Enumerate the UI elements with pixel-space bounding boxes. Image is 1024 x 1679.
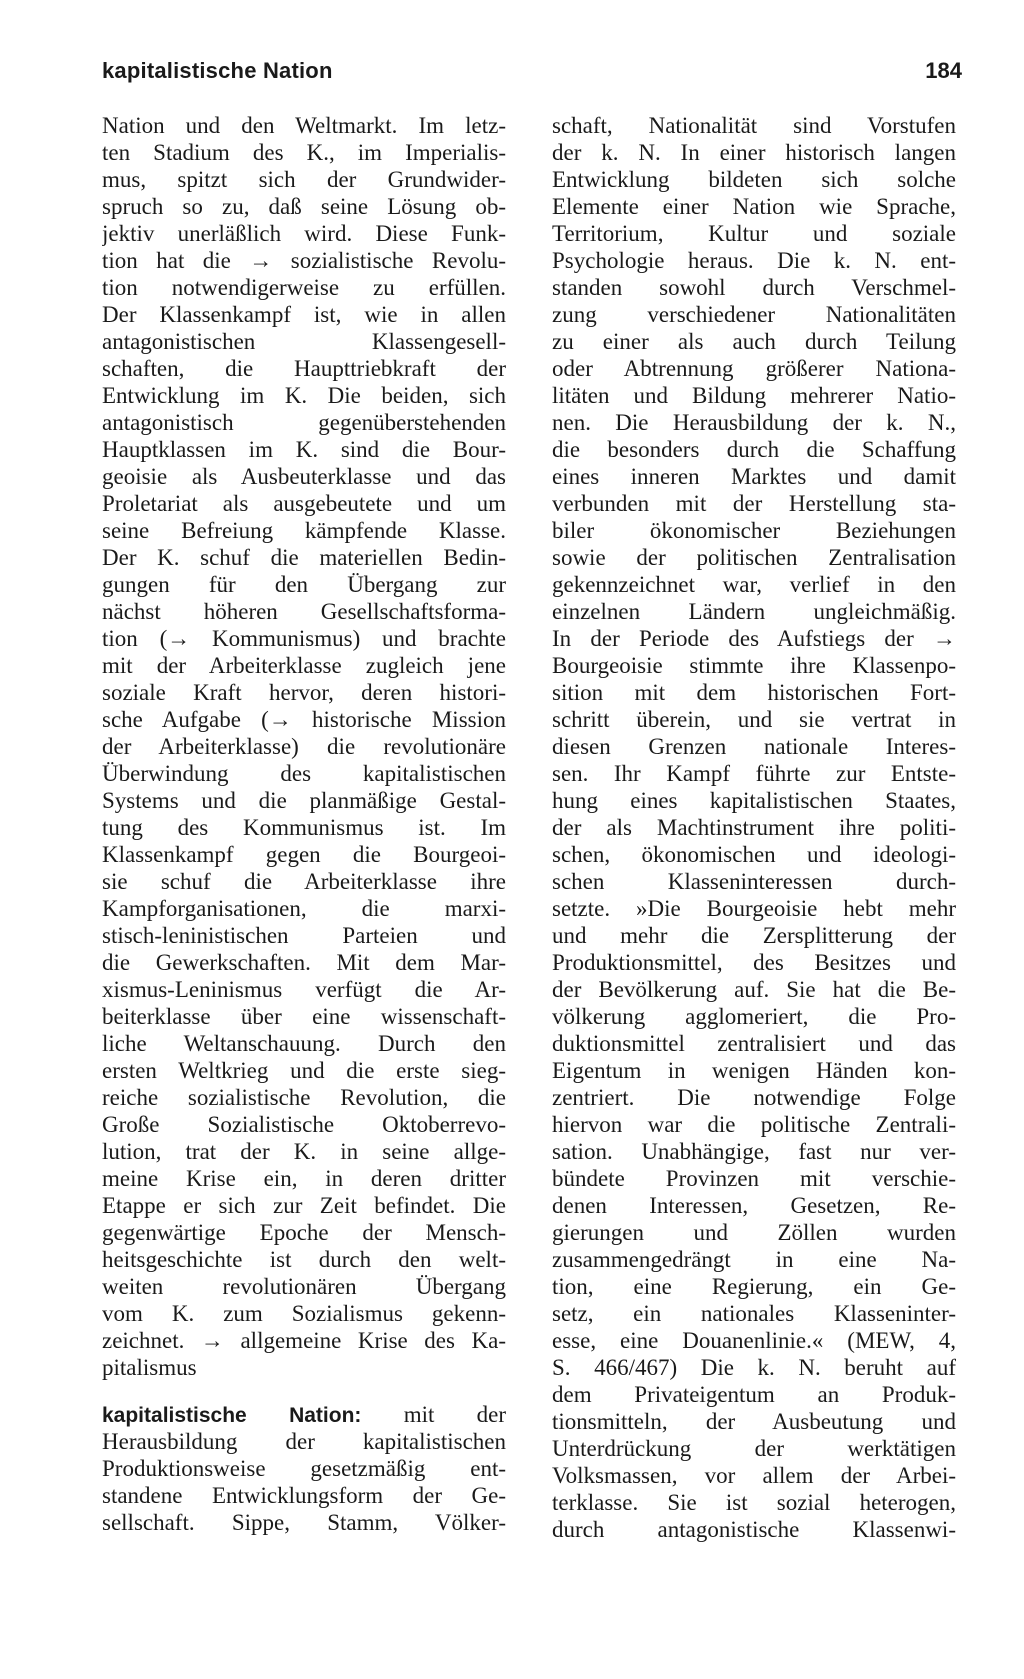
text-line: Systems und die planmäßige Gestal-: [102, 788, 506, 813]
text-line: Eigentum in wenigen Händen kon-: [552, 1058, 956, 1083]
text-line: sie schuf die Arbeiterklasse ihre: [102, 869, 506, 894]
text-line: zentriert. Die notwendige Folge: [552, 1085, 956, 1110]
text-line: zu einer als auch durch Teilung: [552, 329, 956, 354]
text-line: die Gewerkschaften. Mit dem Mar-: [102, 950, 506, 975]
entry-first-line: [102, 1401, 506, 1428]
text-line: sche Aufgabe (→ historische Mission: [102, 707, 506, 732]
text-line: Bourgeoisie stimmte ihre Klassenpo-: [552, 653, 956, 678]
text-line: der als Machtinstrument ihre politi-: [552, 815, 956, 840]
text-line: seine Befreiung kämpfende Klasse.: [102, 518, 506, 543]
text-line: der Bevölkerung auf. Sie hat die Be-: [552, 977, 956, 1002]
text-line: Proletariat als ausgebeutete und um: [102, 491, 506, 516]
text-line: Herausbildung der kapitalistischen: [102, 1429, 506, 1454]
text-line: Etappe er sich zur Zeit befindet. Die: [102, 1193, 506, 1218]
text-line: Große Sozialistische Oktoberrevo-: [102, 1112, 506, 1137]
text-line: der k. N. In einer historisch langen: [552, 140, 956, 165]
text-line: antagonistischen Klassengesell-: [102, 329, 506, 354]
text-line: sowie der politischen Zentralisation: [552, 545, 956, 570]
text-line: Hauptklassen im K. sind die Bour-: [102, 437, 506, 462]
text-line: tion notwendigerweise zu erfüllen.: [102, 275, 506, 300]
text-line: sation. Unabhängige, fast nur ver-: [552, 1139, 956, 1164]
text-line: Entwicklung im K. Die beiden, sich: [102, 383, 506, 408]
text-line: tion hat die → sozialistische Revolu-: [102, 248, 506, 273]
text-line: mit der Arbeiterklasse zugleich jene: [102, 653, 506, 678]
text-line: liche Weltanschauung. Durch den: [102, 1031, 506, 1056]
running-head: kapitalistische Nation: [102, 58, 333, 83]
text-line: nächst höheren Gesellschaftsforma-: [102, 599, 506, 624]
text-line: tung des Kommunismus ist. Im: [102, 815, 506, 840]
text-line: Nation und den Weltmarkt. Im letz-: [102, 113, 506, 138]
text-line: Kampforganisationen, die marxi-: [102, 896, 506, 921]
text-line: geoisie als Ausbeuterklasse und das: [102, 464, 506, 489]
text-line: zusammengedrängt in eine Na-: [552, 1247, 956, 1272]
text-line: der Arbeiterklasse) die revolutionäre: [102, 734, 506, 759]
text-line: reiche sozialistische Revolution, die: [102, 1085, 506, 1110]
page-number: 184: [925, 58, 962, 83]
text-line: Überwindung des kapitalistischen: [102, 761, 506, 786]
text-line: zung verschiedener Nationalitäten: [552, 302, 956, 327]
text-line: Produktionsmittel, des Besitzes und: [552, 950, 956, 975]
text-line: gierungen und Zöllen wurden: [552, 1220, 956, 1245]
text-line: Psychologie heraus. Die k. N. ent-: [552, 248, 956, 273]
text-line: biler ökonomischer Beziehungen: [552, 518, 956, 543]
text-line: antagonistisch gegenüberstehenden: [102, 410, 506, 435]
text-line: hiervon war die politische Zentrali-: [552, 1112, 956, 1137]
text-line: schen Klasseninteressen durch-: [552, 869, 956, 894]
text-line: sellschaft. Sippe, Stamm, Völker-: [102, 1510, 506, 1535]
text-line: bündete Provinzen mit verschie-: [552, 1166, 956, 1191]
text-line: S. 466/467) Die k. N. beruht auf: [552, 1355, 956, 1380]
text-line: beiterklasse über eine wissenschaft-: [102, 1004, 506, 1029]
text-line: Elemente einer Nation wie Sprache,: [552, 194, 956, 219]
text-line: hung eines kapitalistischen Staates,: [552, 788, 956, 813]
text-line: schen, ökonomischen und ideologi-: [552, 842, 956, 867]
text-line: setz, ein nationales Klasseninter-: [552, 1301, 956, 1326]
text-line: einzelnen Ländern ungleichmäßig.: [552, 599, 956, 624]
text-line: Klassenkampf gegen die Bourgeoi-: [102, 842, 506, 867]
text-line: vom K. zum Sozialismus gekenn-: [102, 1301, 506, 1326]
text-line: gekennzeichnet war, verlief in den: [552, 572, 956, 597]
text-line: zeichnet. → allgemeine Krise des Ka-: [102, 1328, 506, 1353]
text-line: oder Abtrennung größerer Nationa-: [552, 356, 956, 381]
text-line: jektiv unerläßlich wird. Diese Funk-: [102, 221, 506, 246]
text-line: heitsgeschichte ist durch den welt-: [102, 1247, 506, 1272]
entry-text: mit der: [403, 1402, 506, 1427]
text-line: tionsmitteln, der Ausbeutung und: [552, 1409, 956, 1434]
text-line: Produktionsweise gesetzmäßig ent-: [102, 1456, 506, 1481]
text-line: gungen für den Übergang zur: [102, 572, 506, 597]
text-line: terklasse. Sie ist sozial heterogen,: [552, 1490, 956, 1515]
text-line: dem Privateigentum an Produk-: [552, 1382, 956, 1407]
text-line: gegenwärtige Epoche der Mensch-: [102, 1220, 506, 1245]
text-line: tion (→ Kommunismus) und brachte: [102, 626, 506, 651]
text-line: Volksmassen, vor allem der Arbei-: [552, 1463, 956, 1488]
text-line: diesen Grenzen nationale Interes-: [552, 734, 956, 759]
text-line: Unterdrückung der werktätigen: [552, 1436, 956, 1461]
text-line: ersten Weltkrieg und die erste sieg-: [102, 1058, 506, 1083]
text-line: litäten und Bildung mehrerer Natio-: [552, 383, 956, 408]
text-line: lution, trat der K. in seine allge-: [102, 1139, 506, 1164]
text-line: tion, eine Regierung, ein Ge-: [552, 1274, 956, 1299]
text-line: standen sowohl durch Verschmel-: [552, 275, 956, 300]
text-line: standene Entwicklungsform der Ge-: [102, 1483, 506, 1508]
text-line: ten Stadium des K., im Imperialis-: [102, 140, 506, 165]
text-line: Der K. schuf die materiellen Bedin-: [102, 545, 506, 570]
text-line: denen Interessen, Gesetzen, Re-: [552, 1193, 956, 1218]
text-line: schaft, Nationalität sind Vorstufen: [552, 113, 956, 138]
text-line: verbunden mit der Herstellung sta-: [552, 491, 956, 516]
text-line: die besonders durch die Schaffung: [552, 437, 956, 462]
text-line: xismus-Leninismus verfügt die Ar-: [102, 977, 506, 1002]
text-line: spruch so zu, daß seine Lösung ob-: [102, 194, 506, 219]
text-line: esse, eine Douanenlinie.« (MEW, 4,: [552, 1328, 956, 1353]
text-line: duktionsmittel zentralisiert und das: [552, 1031, 956, 1056]
text-line: durch antagonistische Klassenwi-: [552, 1517, 956, 1542]
text-line: schritt überein, und sie vertrat in: [552, 707, 956, 732]
text-line: schaften, die Haupttriebkraft der: [102, 356, 506, 381]
text-line: eines inneren Marktes und damit: [552, 464, 956, 489]
page-header: [102, 58, 962, 92]
entry-separator: [102, 1381, 506, 1401]
text-line: soziale Kraft hervor, deren histori-: [102, 680, 506, 705]
text-line: weiten revolutionären Übergang: [102, 1274, 506, 1299]
text-line: mus, spitzt sich der Grundwider-: [102, 167, 506, 192]
entry-term: kapitalistische Nation:: [102, 1404, 362, 1427]
text-line: stisch-leninistischen Parteien und: [102, 923, 506, 948]
text-line: meine Krise ein, in deren dritter: [102, 1166, 506, 1191]
text-line: Entwicklung bildeten sich solche: [552, 167, 956, 192]
text-line: Territorium, Kultur und soziale: [552, 221, 956, 246]
text-line: und mehr die Zersplitterung der: [552, 923, 956, 948]
text-line: setzte. »Die Bourgeoisie hebt mehr: [552, 896, 956, 921]
text-line: nen. Die Herausbildung der k. N.,: [552, 410, 956, 435]
text-line: sen. Ihr Kampf führte zur Entste-: [552, 761, 956, 786]
right-column: [552, 112, 956, 1543]
text-line: pitalismus: [102, 1355, 197, 1380]
text-line: In der Periode des Aufstiegs der →: [552, 626, 956, 651]
left-column: [102, 112, 506, 1536]
text-line: sition mit dem historischen Fort-: [552, 680, 956, 705]
text-line: Der Klassenkampf ist, wie in allen: [102, 302, 506, 327]
text-line: völkerung agglomeriert, die Pro-: [552, 1004, 956, 1029]
